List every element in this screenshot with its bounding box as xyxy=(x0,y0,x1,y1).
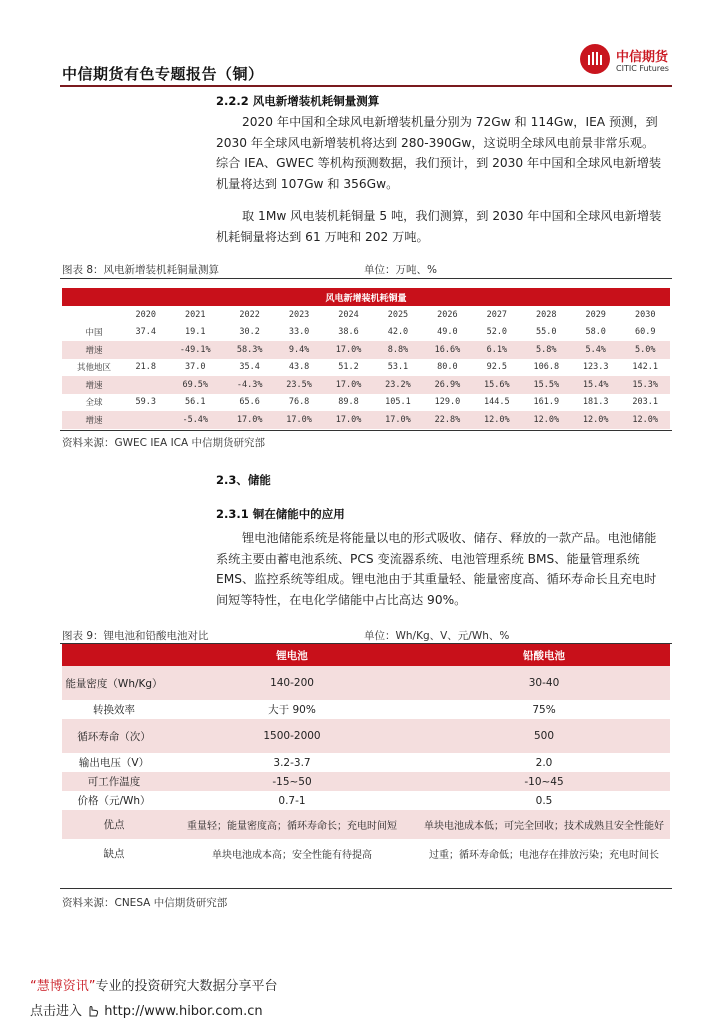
table-cell: 8.8% xyxy=(373,341,422,359)
table-cell: 37.4 xyxy=(135,327,157,338)
row-label: 增速 xyxy=(62,411,126,429)
table-cell: 17.0% xyxy=(324,411,373,429)
lithium-cell: 140-200 xyxy=(166,666,418,700)
figure8-top-rule xyxy=(60,278,672,279)
footer-url[interactable]: http://www.hibor.com.cn xyxy=(104,1004,263,1019)
row-label: 增速 xyxy=(62,341,126,359)
table-cell: 59.3 xyxy=(135,397,157,408)
table-row xyxy=(62,324,670,342)
year-header: 2025 xyxy=(387,309,409,320)
table-cell: 37.0 xyxy=(185,362,206,373)
row-label: 转换效率 xyxy=(93,704,135,716)
table-cell: 15.5% xyxy=(522,376,571,394)
table-cell: 12.0% xyxy=(522,411,571,429)
figure9-bottom-rule xyxy=(60,888,672,889)
table-cell: 89.8 xyxy=(338,397,359,408)
table-row xyxy=(62,376,670,394)
table-row xyxy=(62,753,670,772)
figure8-source: 资料来源：GWEC IEA ICA 中信期货研究部 xyxy=(62,437,266,449)
table-cell: 65.6 xyxy=(239,397,260,408)
lithium-cell: -15~50 xyxy=(166,772,418,791)
header-divider xyxy=(60,85,672,87)
row-label: 能量密度（Wh/Kg） xyxy=(62,666,166,700)
hand-pointer-icon xyxy=(86,1003,100,1017)
row-label: 输出电压（V） xyxy=(78,757,150,769)
table-cell: 129.0 xyxy=(434,397,461,408)
footer-slogan xyxy=(30,975,278,994)
table-cell: 58.3% xyxy=(225,341,274,359)
table-cell: 76.8 xyxy=(288,397,310,408)
table-cell: 17.0% xyxy=(373,411,422,429)
figure9-unit: 单位：Wh/Kg、V、元/Wh、% xyxy=(364,630,510,642)
table-cell: 69.5% xyxy=(166,376,225,394)
lead-cell: 单块电池成本低；可完全回收；技术成熟且安全性能好 xyxy=(418,810,670,839)
logo-text-en: CITIC Futures xyxy=(616,64,669,73)
year-header: 2028 xyxy=(536,309,557,320)
report-title: 中信期货有色专题报告（铜） xyxy=(62,65,264,83)
paragraph-energy-storage: 锂电池储能系统是将能量以电的形式吸收、储存、释放的一款产品。电池储能系统主要由蓄电池系统、PCS 变流器系统、电池管理系统 BMS、能量管理系统 EMS、监控系统等组成。锂电池由于其重量轻、能量密度高、循环寿命长且充电时间短等特性，在电化学储能中占比高达 90%。 xyxy=(216,531,657,607)
table-cell: 58.0 xyxy=(585,327,606,338)
lithium-cell: 1500-2000 xyxy=(166,719,418,753)
year-header: 2027 xyxy=(486,309,508,320)
table-cell: 15.3% xyxy=(620,376,670,394)
year-header: 2026 xyxy=(437,309,458,320)
footer-brand: “慧博资讯” xyxy=(30,979,96,994)
lead-cell: -10~45 xyxy=(418,772,670,791)
section-heading-2-3: 2.3、储能 xyxy=(216,473,271,487)
table-cell: 38.6 xyxy=(338,327,359,338)
table-cell: 5.8% xyxy=(522,341,571,359)
table-cell: 161.9 xyxy=(533,397,560,408)
year-header: 2021 xyxy=(185,309,206,320)
row-label: 全球 xyxy=(85,398,103,409)
table-row xyxy=(62,791,670,810)
lithium-cell: 单块电池成本高；安全性能有待提高 xyxy=(212,850,372,861)
col-lithium-header: 锂电池 xyxy=(166,644,418,666)
table-cell: 56.1 xyxy=(185,397,206,408)
table-cell: 17.0% xyxy=(324,376,373,394)
year-header: 2022 xyxy=(239,309,260,320)
paragraph-wind-installations: 2020 年中国和全球风电新增装机量分别为 72Gw 和 114Gw，IEA 预测，到 2030 年全球风电新增装机将达到 280-390Gw，这说明全球风电前景非常乐观。综合 IEA、GWEC 等机构预测数据，我们预计，到 2030 年中国和全球风电新增装机量将达到 107Gw 和 356Gw。 xyxy=(216,115,662,191)
table-cell: 23.2% xyxy=(373,376,422,394)
lithium-cell: 0.7-1 xyxy=(278,794,306,807)
table-cell: 17.0% xyxy=(225,411,274,429)
table-cell: 52.0 xyxy=(486,327,508,338)
table-cell: 22.8% xyxy=(423,411,472,429)
table-cell: 55.0 xyxy=(536,327,557,338)
lead-cell: 过重；循环寿命低；电池存在排放污染；充电时间长 xyxy=(429,850,659,861)
table8-title: 风电新增装机耗铜量 xyxy=(62,288,670,306)
lithium-cell: 重量轻；能量密度高；循环寿命长；充电时间短 xyxy=(166,810,418,839)
year-header: 2024 xyxy=(338,309,359,320)
table-cell: 42.0 xyxy=(387,327,409,338)
table-row xyxy=(62,411,670,429)
table-row xyxy=(62,700,670,719)
table-cell: 5.0% xyxy=(620,341,670,359)
section-heading-2-2-2: 2.2.2 风电新增装机耗铜量测算 xyxy=(216,94,380,108)
table-cell: 92.5 xyxy=(486,362,508,373)
row-label: 优点 xyxy=(62,810,166,839)
table-cell xyxy=(126,376,166,394)
row-label: 价格（元/Wh） xyxy=(77,795,151,807)
figure8-caption: 图表 8：风电新增装机耗铜量测算 xyxy=(62,264,220,276)
table-cell: -4.3% xyxy=(225,376,274,394)
table-cell: 15.6% xyxy=(472,376,521,394)
table-cell xyxy=(126,411,166,429)
section-heading-2-3-1: 2.3.1 铜在储能中的应用 xyxy=(216,507,345,521)
lead-cell: 500 xyxy=(418,719,670,753)
table-cell: -5.4% xyxy=(166,411,225,429)
table-cell: 105.1 xyxy=(385,397,411,408)
year-header: 2029 xyxy=(585,309,606,320)
table-cell: 15.4% xyxy=(571,376,620,394)
table-cell: 23.5% xyxy=(274,376,323,394)
figure8-unit: 单位：万吨、% xyxy=(364,264,437,276)
table-cell: 12.0% xyxy=(571,411,620,429)
footer-slogan-text: 专业的投资研究大数据分享平台 xyxy=(95,979,278,994)
table-row xyxy=(62,394,670,412)
lead-cell: 0.5 xyxy=(535,794,553,807)
table-header-row xyxy=(62,306,670,324)
table-cell: 51.2 xyxy=(338,362,359,373)
table-cell: -49.1% xyxy=(166,341,225,359)
table-cell: 144.5 xyxy=(484,397,510,408)
year-header: 2020 xyxy=(135,309,157,320)
table-cell: 35.4 xyxy=(239,362,260,373)
row-label: 中国 xyxy=(85,328,103,339)
table-row xyxy=(62,772,670,791)
row-label: 缺点 xyxy=(103,848,125,860)
table-cell: 12.0% xyxy=(620,411,670,429)
footer-url-prefix: 点击进入 xyxy=(30,1004,83,1019)
table-row xyxy=(62,359,670,377)
table-cell: 142.1 xyxy=(632,362,658,373)
wind-copper-table xyxy=(62,288,670,429)
lead-cell: 30-40 xyxy=(418,666,670,700)
table-cell: 17.0% xyxy=(274,411,323,429)
table-row xyxy=(62,719,670,753)
table-row xyxy=(62,341,670,359)
table-cell: 30.2 xyxy=(239,327,260,338)
lithium-cell: 大于 90% xyxy=(268,704,316,716)
citic-logo-icon xyxy=(580,44,610,74)
table-cell: 16.6% xyxy=(423,341,472,359)
table-cell: 21.8 xyxy=(135,362,157,373)
table-cell: 5.4% xyxy=(571,341,620,359)
table-cell: 53.1 xyxy=(387,362,409,373)
table-cell: 106.8 xyxy=(533,362,560,373)
table-cell: 123.3 xyxy=(582,362,609,373)
table-row xyxy=(62,666,670,700)
table-row xyxy=(62,810,670,839)
table-cell: 60.9 xyxy=(634,327,656,338)
citic-logo xyxy=(580,44,680,80)
table-cell: 80.0 xyxy=(437,362,458,373)
table-cell: 49.0 xyxy=(437,327,458,338)
paragraph-wind-copper: 取 1Mw 风电装机耗铜量 5 吨，我们测算，到 2030 年中国和全球风电新增装机耗铜量将达到 61 万吨和 202 万吨。 xyxy=(216,209,662,244)
table-cell: 17.0% xyxy=(324,341,373,359)
table-cell: 26.9% xyxy=(423,376,472,394)
table-cell: 19.1 xyxy=(185,327,206,338)
table-cell: 33.0 xyxy=(288,327,310,338)
table-cell: 203.1 xyxy=(632,397,658,408)
table-cell: 181.3 xyxy=(582,397,609,408)
row-label: 可工作温度 xyxy=(62,772,166,791)
col-lead-header: 铅酸电池 xyxy=(418,644,670,666)
year-header: 2023 xyxy=(288,309,310,320)
table-cell: 12.0% xyxy=(472,411,521,429)
year-header: 2030 xyxy=(634,309,656,320)
figure9-source: 资料来源：CNESA 中信期货研究部 xyxy=(62,897,228,909)
row-label: 循环寿命（次） xyxy=(62,719,166,753)
table-cell xyxy=(126,341,166,359)
table-cell: 9.4% xyxy=(274,341,323,359)
lead-cell: 2.0 xyxy=(535,756,553,769)
row-label: 增速 xyxy=(62,376,126,394)
table-row xyxy=(62,839,670,868)
lithium-cell: 3.2-3.7 xyxy=(273,756,311,769)
figure9-caption: 图表 9：锂电池和铅酸电池对比 xyxy=(62,630,209,642)
row-label: 其他地区 xyxy=(76,363,111,374)
table-cell: 6.1% xyxy=(472,341,521,359)
lead-cell: 75% xyxy=(532,703,556,716)
footer-link[interactable] xyxy=(30,1000,263,1019)
logo-text-cn: 中信期货 xyxy=(616,50,669,65)
table-cell: 43.8 xyxy=(288,362,310,373)
battery-comparison-table xyxy=(62,644,670,868)
figure8-bottom-rule xyxy=(60,430,672,431)
